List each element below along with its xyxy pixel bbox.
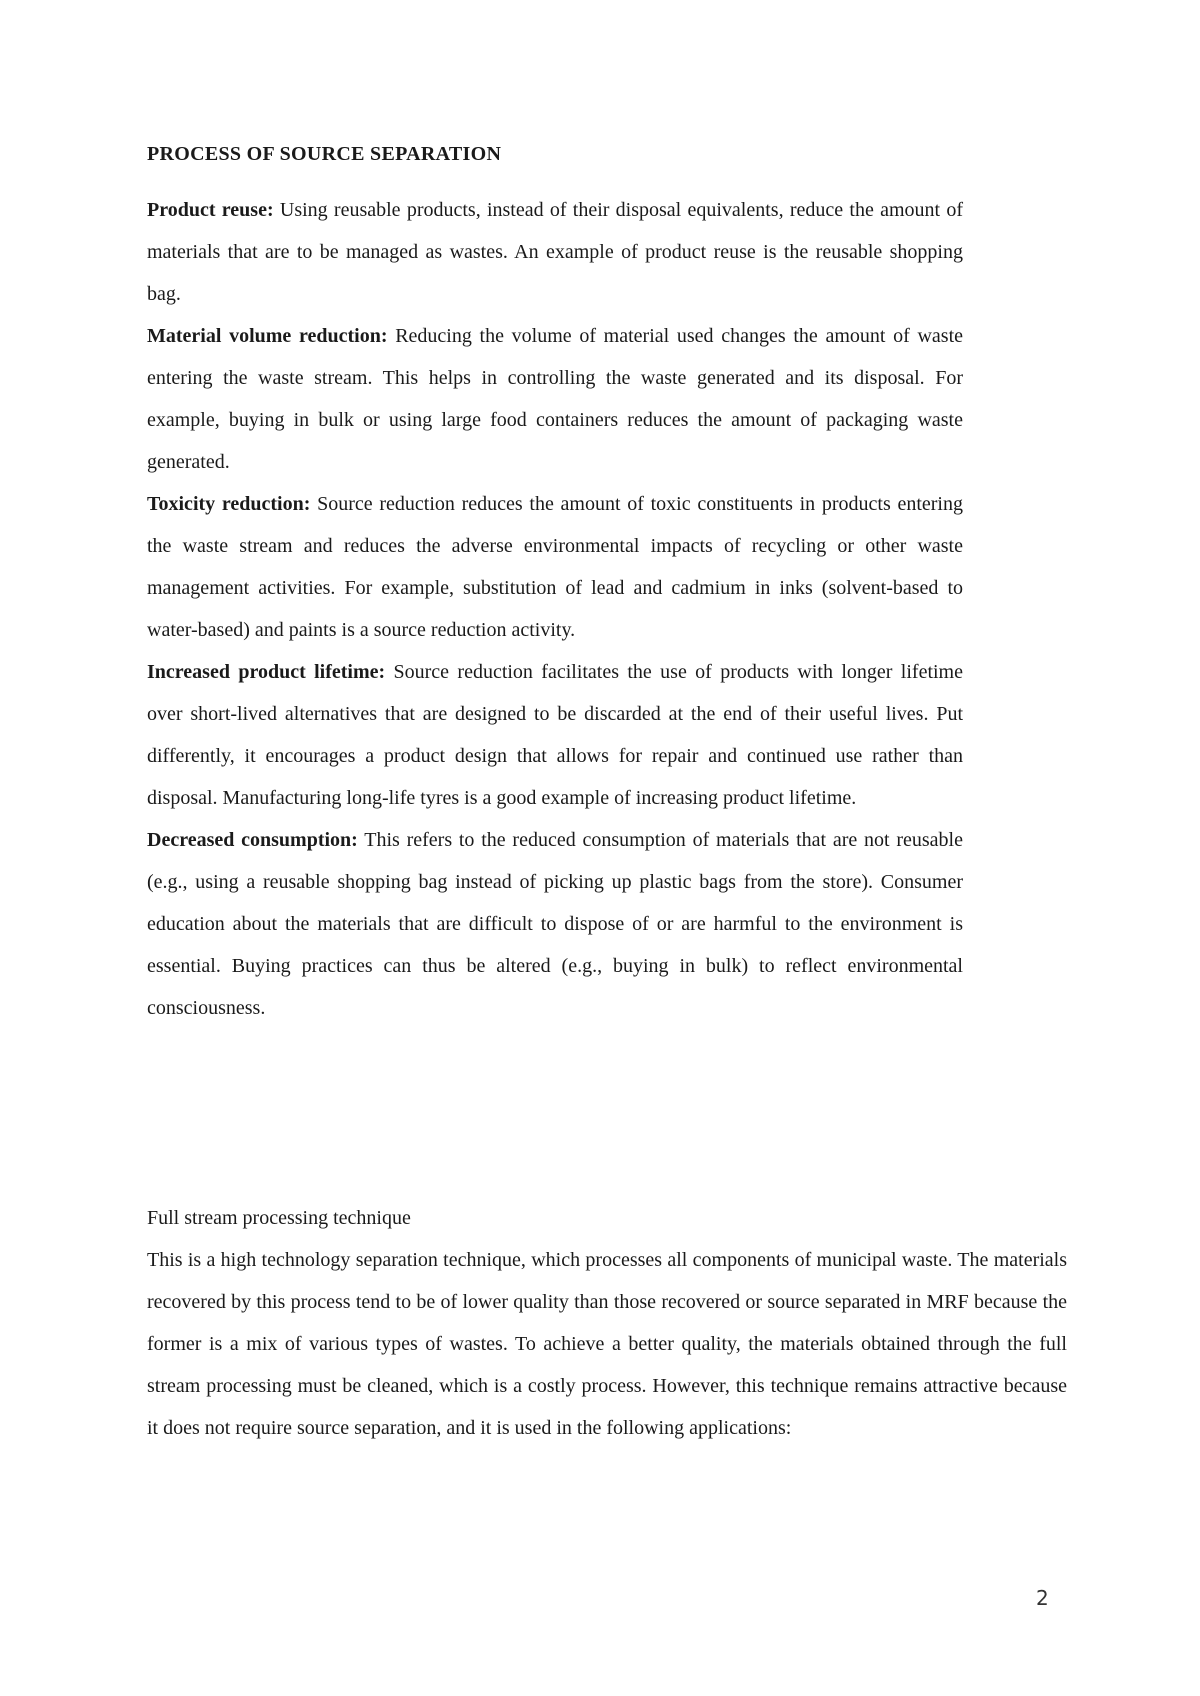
section-material-volume-reduction bbox=[147, 315, 963, 483]
full-stream-section bbox=[147, 1197, 1067, 1449]
page-title: PROCESS OF SOURCE SEPARATION bbox=[147, 143, 502, 165]
page-number: 2 bbox=[1036, 1586, 1049, 1610]
section-decreased-consumption bbox=[147, 819, 963, 1029]
section-text: Source reduction facilitates the use of products with longer lifetime over short-lived alternatives that are designed to be discarded at the end of their useful lives. Put differently, it encourages a product design that allows for repair and continued use rather than disposal. Manufacturing long-life tyres is a good example of increasing product lifetime. bbox=[147, 661, 963, 809]
section-text: Source reduction reduces the amount of toxic constituents in products entering the waste stream and reduces the adverse environmental impacts of recycling or other waste management activities. For example, substitution of lead and cadmium in inks (solvent-based to water-based) and paints is a source reduction activity. bbox=[147, 493, 963, 641]
section-term: Material volume reduction: bbox=[147, 325, 388, 347]
section-term: Decreased consumption: bbox=[147, 829, 358, 851]
section-toxicity-reduction bbox=[147, 483, 963, 651]
section-increased-product-lifetime bbox=[147, 651, 963, 819]
section-product-reuse bbox=[147, 189, 963, 315]
section-term: Toxicity reduction: bbox=[147, 493, 311, 515]
section-term: Product reuse: bbox=[147, 199, 274, 221]
subheading: Full stream processing technique bbox=[147, 1207, 411, 1229]
section-text: This refers to the reduced consumption of materials that are not reusable (e.g., using a reusable shopping bag instead of picking up plastic bags from the store). Consumer education about the materials that are difficult to dispose of or are harmful to the environment is essential. Buying practices can thus be altered (e.g., buying in bulk) to reflect environmental consciousness. bbox=[147, 829, 963, 1019]
section-term: Increased product lifetime: bbox=[147, 661, 386, 683]
body-paragraph: This is a high technology separation technique, which processes all components of municipal waste. The materials recovered by this process tend to be of lower quality than those recovered or source separated in MRF because the former is a mix of various types of wastes. To achieve a better quality, the materials obtained through the full stream processing must be cleaned, which is a costly process. However, this technique remains attractive because it does not require source separation, and it is used in the following applications: bbox=[147, 1249, 1067, 1439]
section-text: Using reusable products, instead of their disposal equivalents, reduce the amount of materials that are to be managed as wastes. An example of product reuse is the reusable shopping bag. bbox=[147, 199, 963, 305]
section-text: Reducing the volume of material used changes the amount of waste entering the waste stream. This helps in controlling the waste generated and its disposal. For example, buying in bulk or using large food containers reduces the amount of packaging waste generated. bbox=[147, 325, 963, 473]
source-separation-sections bbox=[147, 189, 963, 1029]
